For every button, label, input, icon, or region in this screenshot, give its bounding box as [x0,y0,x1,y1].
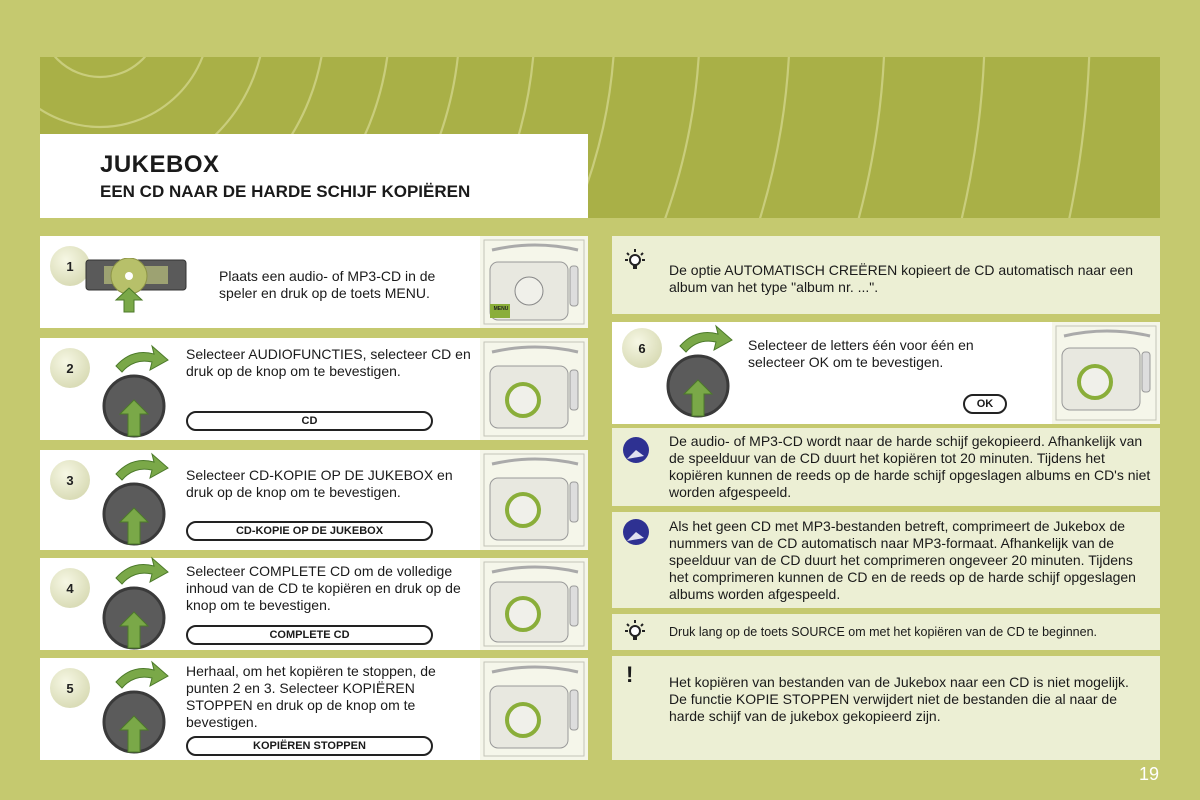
radio-panel-icon [480,450,588,550]
warning-note [612,656,1160,760]
step-number: 4 [50,568,90,608]
step-number: 2 [50,348,90,388]
ok-button: OK [963,394,1007,414]
step-text: Selecteer de letters één voor één en selecteer OK om te bevestigen. [748,337,974,370]
title-box [40,134,588,218]
step-number: 6 [622,328,662,368]
step-4 [40,558,588,650]
complete-cd-button: COMPLETE CD [186,625,433,645]
radio-panel-icon [480,558,588,650]
knob-turn-push-icon [102,660,172,756]
warning-icon: ! [626,662,634,687]
step-3 [40,450,588,550]
page-subtitle: EEN CD NAAR DE HARDE SCHIJF KOPIËREN [100,182,471,201]
knob-turn-push-icon [102,556,172,652]
radio-panel-icon [480,236,588,328]
step-number: 3 [50,460,90,500]
step-number: 1 [50,246,90,286]
cd-menu-button: CD [186,411,433,431]
tip-text: De optie AUTOMATISCH CREËREN kopieert de CD automatisch naar een album van het type "album nr. ...". [669,262,1134,295]
info-copy-duration [612,428,1160,506]
step-2 [40,338,588,440]
stop-copy-button: KOPIËREN STOPPEN [186,736,433,756]
lightbulb-icon [622,619,648,645]
info-disc-icon [622,436,650,464]
step-text: Selecteer CD-KOPIE OP DE JUKEBOX en druk op de knop om te bevestigen. [186,467,453,500]
step-text: Selecteer COMPLETE CD om de volledige inhoud van de CD te kopiëren en druk op de knop om te bevestigen. [186,563,461,613]
step-text: Herhaal, om het kopiëren te stoppen, de punten 2 en 3. Selecteer KOPIËREN STOPPEN en druk op de knop om te bevestigen. [186,663,436,730]
cd-copy-button: CD-KOPIE OP DE JUKEBOX [186,521,433,541]
page-title: JUKEBOX [100,151,220,178]
radio-panel-icon [480,338,588,440]
tip-text: Druk lang op de toets SOURCE om met het kopiëren van de CD te beginnen. [669,625,1098,639]
step-number: 5 [50,668,90,708]
step-text: Selecteer AUDIOFUNCTIES, selecteer CD en druk op de knop om te bevestigen. [186,346,471,379]
step-6 [612,322,1160,424]
knob-turn-push-icon [102,344,172,440]
tip-auto-create [612,236,1160,314]
page-number: 19 [1138,764,1159,784]
tip-source-key [612,614,1160,650]
warning-text: Het kopiëren van bestanden van de Jukebox naar een CD is niet mogelijk. De functie KOPIE STOPPEN verwijdert niet de bestanden die al naar de harde schijf van de jukebox gekopieerd zijn. [669,674,1129,724]
step-text: Plaats een audio- of MP3-CD in de speler en druk op de toets MENU. [219,268,436,301]
step-1 [40,236,588,328]
info-compression [612,512,1160,608]
menu-key: MENU [493,306,509,312]
info-text: De audio- of MP3-CD wordt naar de harde schijf gekopieerd. Afhankelijk van de speelduur van de CD duurt het kopiëren tot 20 minuten. Tijdens het kopiëren kunnen de reeds op de harde schijf opgeslagen albums en CD's niet worden afgespeeld. [669,433,1151,500]
knob-turn-push-icon [102,452,172,548]
knob-turn-push-icon [666,324,736,420]
radio-panel-icon [480,658,588,760]
cd-player-icon [84,258,190,314]
info-text: Als het geen CD met MP3-bestanden betreft, comprimeert de Jukebox de nummers van de CD automatisch naar MP3-formaat. Afhankelijk van de speelduur van de CD duurt het comprimeren ongeveer 20 minuten. Tijdens het comprimeren kunnen de CD en de reeds op de harde schijf opgeslagen albums worden afgespeeld. [669,518,1136,602]
step-5 [40,658,588,760]
lightbulb-icon [622,248,648,274]
info-disc-icon [622,518,650,546]
radio-panel-icon [1052,322,1160,424]
